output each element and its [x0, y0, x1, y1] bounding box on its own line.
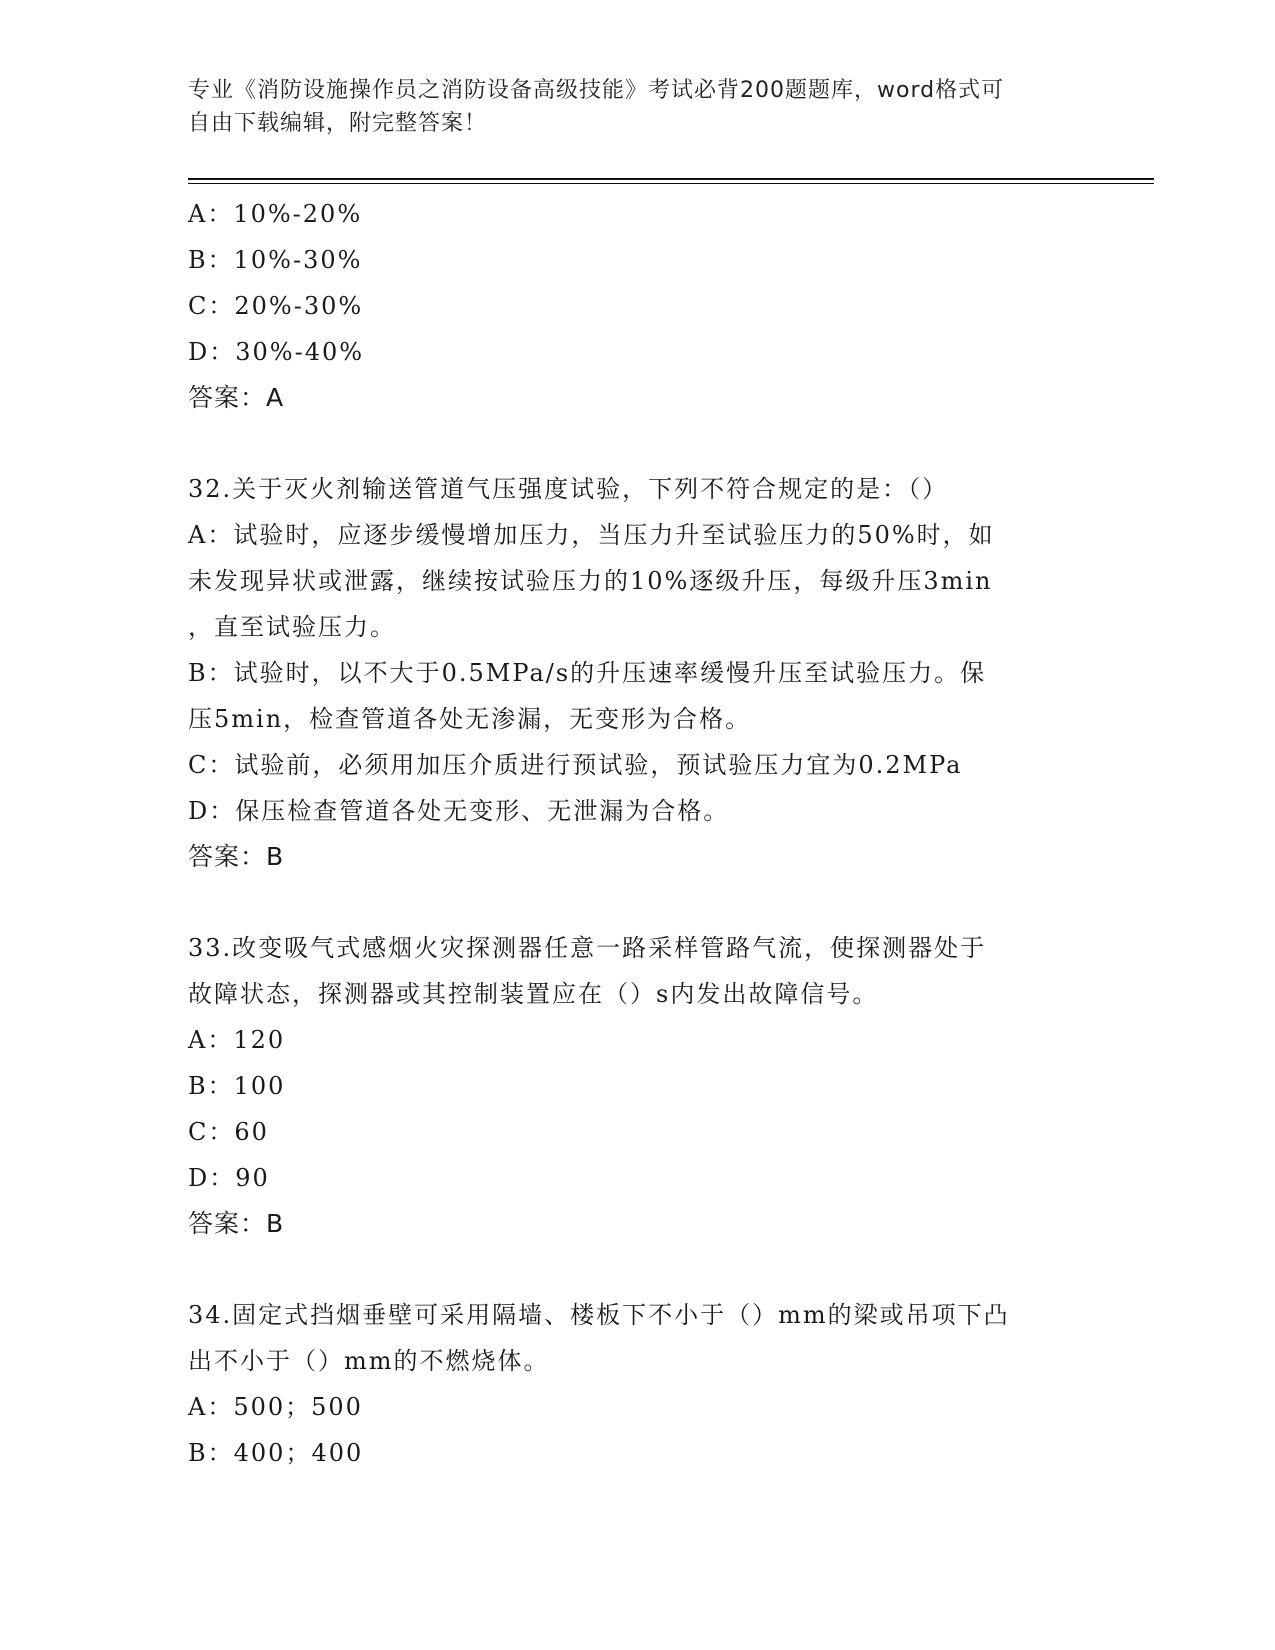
option-b: B：10%-30%: [188, 246, 363, 274]
option-b-line-1: B：试验时，以不大于0.5MPa/s的升压速率缓慢升压至试验压力。保: [188, 659, 987, 687]
question-31: [188, 191, 1088, 421]
header-divider-thin: [188, 183, 1154, 184]
option-c: C：20%-30%: [188, 292, 364, 320]
option-b-line-2: 压5min，检查管道各处无渗漏，无变形为合格。: [188, 705, 752, 733]
header-divider-thick: [188, 178, 1154, 180]
option-b: B：400；400: [188, 1439, 364, 1467]
document-body: [188, 191, 1088, 1476]
answer-line: 答案：B: [188, 842, 285, 871]
header-line-1: 专业《消防设施操作员之消防设备高级技能》考试必背200题题库，word格式可: [188, 78, 1005, 103]
option-a: A：500；500: [188, 1393, 363, 1421]
option-d: D：30%-40%: [188, 338, 365, 366]
option-a: A：10%-20%: [188, 200, 363, 228]
answer-line: 答案：B: [188, 1209, 285, 1238]
question-text-line-2: 出不小于（）mm的不燃烧体。: [188, 1347, 550, 1375]
question-34: [188, 1292, 1088, 1476]
question-33: [188, 925, 1088, 1247]
option-d: D：保压检查管道各处无变形、无泄漏为合格。: [188, 797, 730, 825]
document-header: [188, 74, 1068, 140]
question-spacer: [188, 1247, 1088, 1292]
question-spacer: [188, 880, 1088, 925]
option-c: C：60: [188, 1118, 269, 1146]
option-a-line-1: A：试验时，应逐步缓慢增加压力，当压力升至试验压力的50%时，如: [188, 521, 995, 549]
header-line-2: 自由下载编辑，附完整答案！: [188, 111, 488, 136]
question-spacer: [188, 421, 1088, 466]
option-d: D：90: [188, 1164, 270, 1192]
option-c: C：试验前，必须用加压介质进行预试验，预试验压力宜为0.2MPa: [188, 751, 963, 779]
option-a-line-2: 未发现异状或泄露，继续按试验压力的10%逐级升压，每级升压3min: [188, 567, 993, 595]
option-b: B：100: [188, 1072, 286, 1100]
option-a: A：120: [188, 1026, 286, 1054]
question-text: 32.关于灭火剂输送管道气压强度试验，下列不符合规定的是：（）: [188, 475, 949, 503]
question-text-line-1: 34.固定式挡烟垂壁可采用隔墙、楼板下不小于（）mm的梁或吊项下凸: [188, 1301, 1010, 1329]
question-text-line-2: 故障状态，探测器或其控制装置应在（）s内发出故障信号。: [188, 980, 879, 1008]
question-32: [188, 466, 1088, 880]
answer-line: 答案：A: [188, 383, 285, 412]
option-a-line-3: ，直至试验压力。: [188, 613, 396, 641]
question-text-line-1: 33.改变吸气式感烟火灾探测器任意一路采样管路气流，使探测器处于: [188, 934, 987, 962]
